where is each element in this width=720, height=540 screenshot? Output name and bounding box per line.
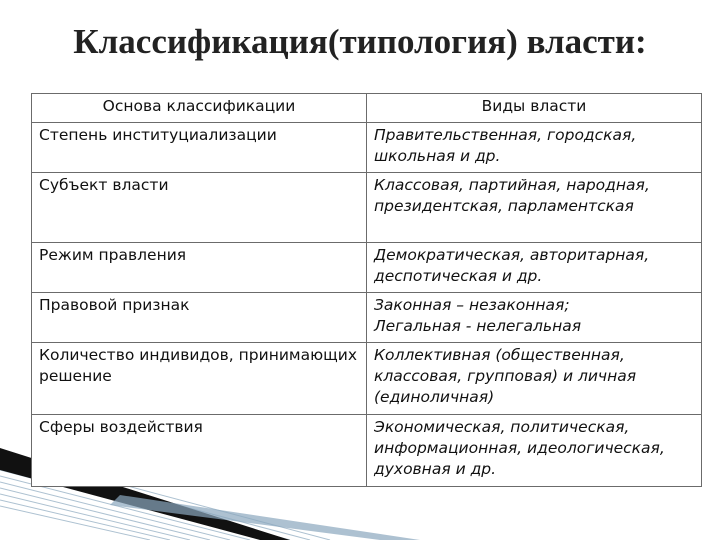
cell-types: Правительственная, городская, школьная и др. bbox=[367, 123, 702, 173]
table-header-row bbox=[32, 94, 702, 123]
table-row bbox=[32, 173, 702, 243]
slide-title: Классификация(типология) власти: bbox=[73, 22, 647, 61]
classification-table bbox=[31, 93, 702, 487]
cell-types: Классовая, партийная, народная, президентская, парламентская bbox=[367, 173, 702, 243]
cell-types: Законная – незаконная; Легальная - нелегальная bbox=[367, 293, 702, 343]
header-types: Виды власти bbox=[367, 94, 702, 123]
cell-basis: Количество индивидов, принимающих решение bbox=[32, 343, 367, 415]
cell-basis: Правовой признак bbox=[32, 293, 367, 343]
table-row bbox=[32, 243, 702, 293]
cell-types: Демократическая, авторитарная, деспотическая и др. bbox=[367, 243, 702, 293]
table-row bbox=[32, 415, 702, 487]
header-basis: Основа классификации bbox=[32, 94, 367, 123]
table-row bbox=[32, 293, 702, 343]
cell-types: Коллективная (общественная, классовая, групповая) и личная (единоличная) bbox=[367, 343, 702, 415]
classification-table-container bbox=[31, 93, 701, 487]
cell-basis: Режим правления bbox=[32, 243, 367, 293]
table-row bbox=[32, 343, 702, 415]
table-row bbox=[32, 123, 702, 173]
cell-basis: Сферы воздействия bbox=[32, 415, 367, 487]
cell-basis: Степень институциализации bbox=[32, 123, 367, 173]
cell-types: Экономическая, политическая, информационная, идеологическая, духовная и др. bbox=[367, 415, 702, 487]
cell-basis: Субъект власти bbox=[32, 173, 367, 243]
